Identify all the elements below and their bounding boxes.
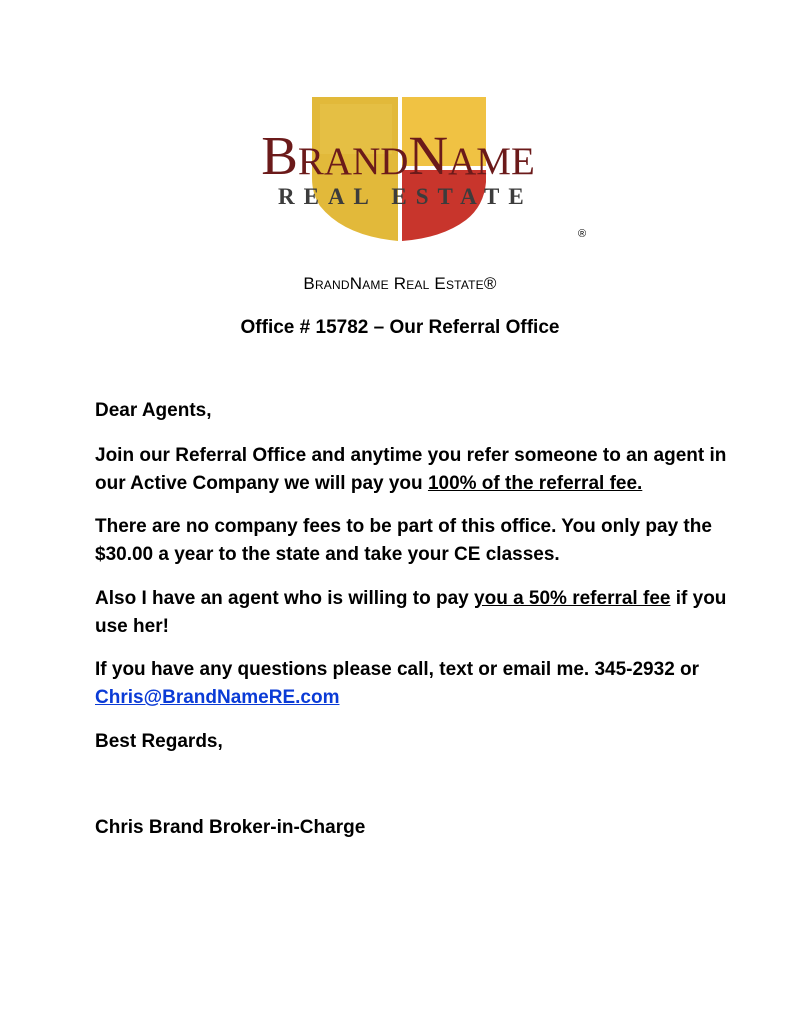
paragraph-referral-prefix: our Active Company we will pay you bbox=[95, 473, 428, 494]
closing: Best Regards, bbox=[95, 731, 223, 752]
greeting: Dear Agents, bbox=[95, 400, 212, 421]
paragraph-referral-line-1: Join our Referral Office and anytime you refer someone to an agent in bbox=[95, 445, 727, 466]
email-line bbox=[95, 684, 720, 712]
brand-logo bbox=[216, 94, 587, 244]
office-title: Office # 15782 – Our Referral Office bbox=[240, 317, 560, 338]
paragraph-referral bbox=[95, 442, 727, 498]
company-name: BrandName Real Estate® bbox=[303, 274, 497, 293]
referral-fee-highlight: 100% of the referral fee. bbox=[427, 473, 643, 494]
paragraph-agent-offer-line-1 bbox=[95, 585, 727, 613]
agent-offer-highlight: you a 50% referral fee bbox=[474, 588, 671, 609]
logo-subline: REAL ESTATE bbox=[278, 184, 533, 209]
signature: Chris Brand Broker-in-Charge bbox=[95, 817, 366, 838]
email-link[interactable]: Chris@BrandNameRE.com bbox=[95, 687, 340, 708]
paragraph-fees-line-2: $30.00 a year to the state and take your CE classes. bbox=[95, 544, 560, 565]
paragraph-agent-offer bbox=[95, 585, 727, 641]
agent-offer-prefix: Also I have an agent who is willing to pay bbox=[95, 588, 475, 609]
paragraph-contact bbox=[95, 656, 720, 712]
logo-wordmark: BrandName bbox=[261, 125, 535, 186]
paragraph-contact-line-1: If you have any questions please call, text or email me. 345-2932 or bbox=[95, 659, 700, 680]
paragraph-agent-offer-line-2: use her! bbox=[95, 616, 169, 637]
paragraph-fees bbox=[95, 513, 720, 569]
paragraph-referral-line-2 bbox=[95, 470, 720, 498]
logo-registered-mark: ® bbox=[578, 228, 587, 240]
paragraph-fees-line-1: There are no company fees to be part of this office. You only pay the bbox=[95, 516, 712, 537]
agent-offer-suffix: if you bbox=[670, 588, 727, 609]
